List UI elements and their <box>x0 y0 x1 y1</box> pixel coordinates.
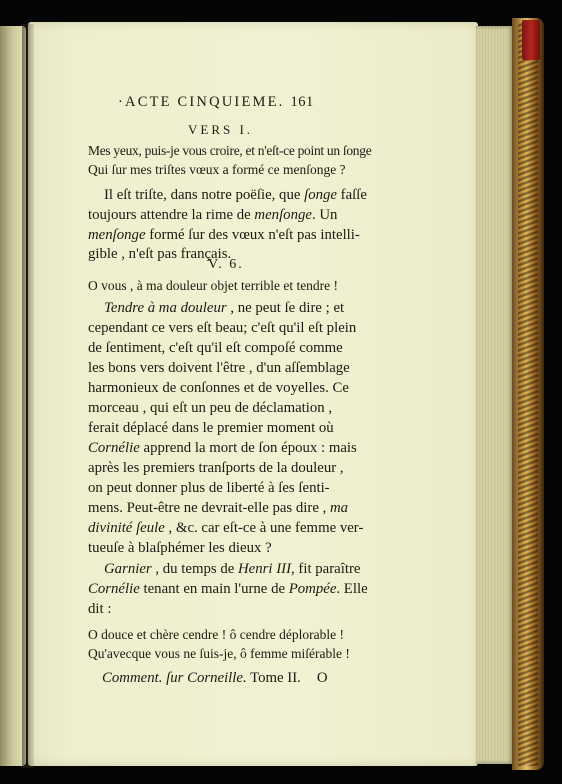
comment2-line1 <box>104 300 344 317</box>
comment2-line3: de ſentiment, c'eſt qu'il eſt compoſé comme <box>88 340 343 356</box>
comment3-italic: Pompée <box>288 581 337 597</box>
page-number: 161 <box>290 94 314 110</box>
comment2-line6: morceau , qui eſt un peu de déclamation , <box>88 400 333 416</box>
comment3-italic: Henri III <box>238 561 292 577</box>
comment1-text: . Un <box>311 207 338 223</box>
comment2-line4: les bons vers doivent l'être , d'un aſſemblage <box>88 360 350 376</box>
comment1-text: formé ſur des vœux n'eſt pas intelli- <box>145 227 360 243</box>
binding-texture <box>518 22 538 766</box>
comment2-line5: harmonieux de conſonnes et de voyelles. Ce <box>88 380 349 396</box>
quote2-line1: O vous , à ma douleur objet terrible et tendre ! <box>88 278 339 293</box>
comment2-line11 <box>88 500 348 517</box>
comment1-italic: menſonge <box>254 207 312 223</box>
comment3-italic: Cornélie <box>88 581 140 597</box>
comment2-text: apprend la mort de ſon époux : mais <box>139 440 357 456</box>
footer-title: Comment. ſur Corneille. <box>102 670 247 686</box>
comment1-line2 <box>88 207 337 224</box>
comment2-line7: ferait déplacé dans le premier moment où <box>88 420 334 436</box>
comment2-text: mens. Peut-être ne devrait-elle pas dire , <box>88 500 330 516</box>
gutter-shadow <box>22 24 34 768</box>
page-edges <box>476 26 514 764</box>
comment3-text: , fit paraître <box>291 561 361 577</box>
ribbon-bookmark <box>522 20 540 60</box>
comment2-line9: après les premiers tranſports de la douleur , <box>88 460 344 476</box>
comment2-italic: divinité ſeule <box>88 520 165 536</box>
section-label-v6: V. 6. <box>208 257 244 272</box>
comment2-line8 <box>88 440 357 457</box>
footer-tome: Tome II. <box>246 670 301 686</box>
comment2-line10: on peut donner plus de liberté à ſes ſenti- <box>88 480 330 496</box>
signature-mark: O <box>316 670 328 686</box>
quote3-line2: Qu'avecque vous ne ſuis-je, ô femme miſérable ! <box>88 646 350 661</box>
comment1-text: toujours attendre la rime de <box>88 207 255 223</box>
comment2-line2: cependant ce vers eſt beau; c'eſt qu'il eſt plein <box>88 320 357 336</box>
comment2-italic: Tendre à ma douleur <box>104 300 227 316</box>
comment3-line3: dit : <box>88 601 112 617</box>
comment1-text: Il eſt triſte, dans notre poëſie, que <box>104 187 305 203</box>
section-label-vers1: VERS I. <box>188 122 254 137</box>
comment2-line13: tueuſe à blaſphémer les dieux ? <box>88 540 272 556</box>
footer-signature-line <box>102 670 328 687</box>
quote1-line1: Mes yeux, puis-je vous croire, et n'eſt-ce point un ſonge <box>88 143 372 158</box>
quote3-line1: O douce et chère cendre ! ô cendre déplorable ! <box>88 627 344 642</box>
comment1-line3 <box>88 227 360 244</box>
comment3-italic: Garnier <box>104 561 152 577</box>
comment3-text: , du temps de <box>151 561 238 577</box>
running-title: ACTE CINQUIEME. <box>125 94 285 110</box>
comment2-text: , ne peut ſe dire ; et <box>226 300 345 316</box>
comment3-text: . Elle <box>336 581 368 597</box>
comment1-line1 <box>104 187 367 204</box>
comment1-italic: menſonge <box>88 227 146 243</box>
comment2-italic: ma <box>330 500 349 516</box>
comment1-line4: gible , n'eſt pas français. <box>88 246 232 262</box>
comment3-text: tenant en main l'urne de <box>139 581 289 597</box>
quote1-line2: Qui ſur mes triſtes vœux a formé ce menſonge ? <box>88 162 346 177</box>
comment3-line1 <box>104 561 360 578</box>
comment2-text: , &c. car eſt-ce à une femme ver- <box>164 520 364 536</box>
comment2-line12 <box>88 520 363 537</box>
running-header: ·ACTE CINQUIEME. 161 <box>118 94 314 110</box>
comment1-text: faſſe <box>336 187 367 203</box>
comment1-italic: ſonge <box>304 187 337 203</box>
comment2-italic: Cornélie <box>88 440 140 456</box>
comment3-line2 <box>88 581 368 598</box>
